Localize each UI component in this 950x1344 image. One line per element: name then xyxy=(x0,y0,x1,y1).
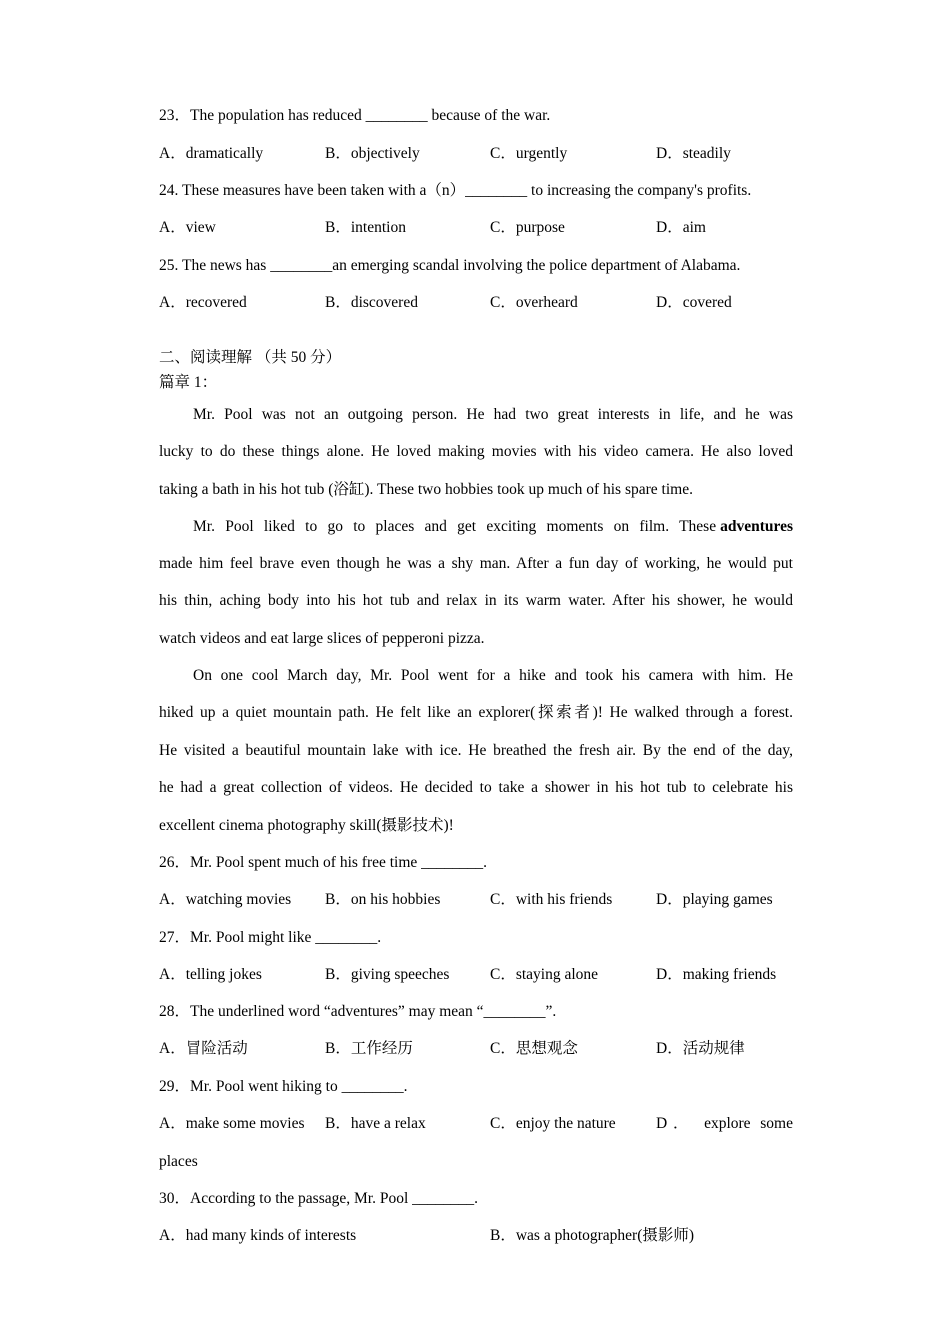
keyword-adventures: adventures xyxy=(720,518,793,535)
q29-option-a: A．make some movies xyxy=(159,1115,305,1132)
question-25-stem: 25. The news has ________an emerging scandal involving the police department of Alabama. xyxy=(159,257,741,274)
question-26-stem: 26．Mr. Pool spent much of his free time ________. xyxy=(159,854,488,871)
passage-line: excellent cinema photography skill(摄影技术)! xyxy=(159,817,454,834)
q28-option-c: C．思想观念 xyxy=(490,1040,578,1057)
q30-option-b: B．was a photographer(摄影师) xyxy=(490,1227,695,1244)
passage-line: On one cool March day, Mr. Pool went for a hike and took his camera with him. He xyxy=(193,667,793,684)
passage-line: his thin, aching body into his hot tub and relax in its warm water. After his shower, he would xyxy=(159,592,793,609)
passage-line xyxy=(193,517,793,537)
question-27-stem: 27．Mr. Pool might like ________. xyxy=(159,929,382,946)
passage-line: taking a bath in his hot tub (浴缸). These two hobbies took up much of his spare time. xyxy=(159,481,693,498)
q27-option-a: A．telling jokes xyxy=(159,966,262,983)
q26-option-a: A．watching movies xyxy=(159,891,292,908)
q26-option-b: B．on his hobbies xyxy=(325,891,441,908)
q29-option-d-continued: places xyxy=(159,1153,198,1170)
passage-line: watch videos and eat large slices of pepperoni pizza. xyxy=(159,630,485,647)
passage-line-text: Mr. Pool liked to go to places and get exciting moments on film. These xyxy=(193,518,717,535)
q25-option-d: D．covered xyxy=(656,294,732,311)
section-title: 二、阅读理解 （共 50 分） xyxy=(159,349,342,366)
passage-line: He visited a beautiful mountain lake with ice. He breathed the fresh air. By the end of the day, xyxy=(159,742,793,759)
q25-option-c: C．overheard xyxy=(490,294,578,311)
question-28-stem: 28．The underlined word “adventures” may mean “________”. xyxy=(159,1003,557,1020)
q29-option-b: B．have a relax xyxy=(325,1115,426,1132)
passage-line: Mr. Pool was not an outgoing person. He had two great interests in life, and he was xyxy=(193,406,793,423)
q28-option-d: D．活动规律 xyxy=(656,1040,745,1057)
q30-option-a: A．had many kinds of interests xyxy=(159,1227,357,1244)
q25-option-a: A．recovered xyxy=(159,294,247,311)
q24-option-b: B．intention xyxy=(325,219,406,236)
q23-option-d: D．steadily xyxy=(656,145,731,162)
q29-option-c: C．enjoy the nature xyxy=(490,1115,616,1132)
passage-line: made him feel brave even though he was a shy man. After a fun day of working, he would put xyxy=(159,555,793,572)
q28-option-b: B．工作经历 xyxy=(325,1040,413,1057)
q28-option-a: A．冒险活动 xyxy=(159,1040,248,1057)
q23-option-b: B．objectively xyxy=(325,145,420,162)
passage-line: lucky to do these things alone. He loved making movies with his video camera. He also loved xyxy=(159,443,793,460)
q26-option-d: D．playing games xyxy=(656,891,773,908)
q27-option-b: B．giving speeches xyxy=(325,966,450,983)
question-29-stem: 29．Mr. Pool went hiking to ________. xyxy=(159,1078,408,1095)
question-23-stem: 23．The population has reduced ________ because of the war. xyxy=(159,107,551,124)
q24-option-a: A．view xyxy=(159,219,216,236)
passage-line: hiked up a quiet mountain path. He felt like an explorer(探索者)! He walked through a forest. xyxy=(159,704,793,721)
q23-option-a: A．dramatically xyxy=(159,145,264,162)
q25-option-b: B．discovered xyxy=(325,294,418,311)
q24-option-d: D．aim xyxy=(656,219,706,236)
q24-option-c: C．purpose xyxy=(490,219,565,236)
question-24-stem: 24. These measures have been taken with a（n）________ to increasing the company's profits. xyxy=(159,182,752,199)
passage-label: 篇章 1： xyxy=(159,374,218,391)
passage-line: he had a great collection of videos. He decided to take a shower in his hot tub to celebrate his xyxy=(159,779,793,796)
question-30-stem: 30．According to the passage, Mr. Pool ________. xyxy=(159,1190,479,1207)
q26-option-c: C．with his friends xyxy=(490,891,613,908)
q27-option-c: C．staying alone xyxy=(490,966,599,983)
q29-option-d: D． explore some xyxy=(656,1115,793,1132)
q23-option-c: C．urgently xyxy=(490,145,568,162)
q27-option-d: D．making friends xyxy=(656,966,777,983)
